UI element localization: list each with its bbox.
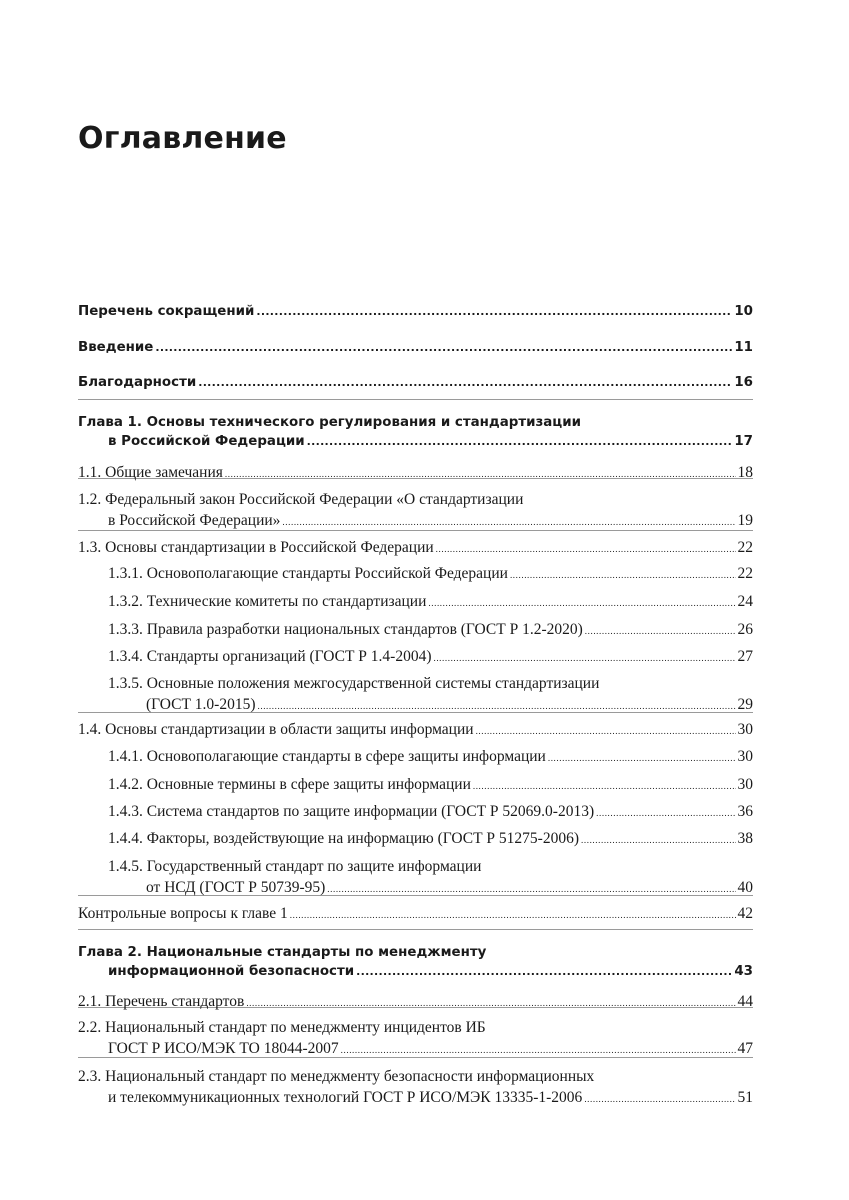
toc-entry-title: и телекоммуникационных технологий ГОСТ Р ИСО/МЭК 13335-1-2006 — [108, 1089, 583, 1106]
toc-subsection-entry[interactable] — [108, 801, 753, 824]
toc-page-number: 42 — [737, 905, 753, 922]
dot-leader — [581, 830, 735, 851]
toc-entry-title: 1.4.4. Факторы, воздействующие на информацию (ГОСТ Р 51275-2006) — [108, 830, 580, 847]
toc-page-number: 19 — [737, 512, 753, 529]
dot-leader — [155, 338, 732, 357]
toc-entry-title: Контрольные вопросы к главе 1 — [78, 905, 288, 922]
toc-page-number: 30 — [737, 721, 753, 738]
dot-leader — [584, 1089, 735, 1110]
toc-entry-title: 1.2. Федеральный закон Российской Федерации «О стандартизации — [78, 491, 524, 508]
dot-leader — [258, 696, 736, 717]
toc-page-number: 29 — [737, 696, 753, 713]
toc-section-entry[interactable] — [78, 719, 753, 742]
dot-leader — [436, 539, 736, 560]
toc-entry-title: 1.3.5. Основные положения межгосударственной системы стандартизации — [108, 675, 600, 692]
toc-entry-title: 1.4.3. Система стандартов по защите информации (ГОСТ Р 52069.0-2013) — [108, 803, 595, 820]
toc-chapter-entry[interactable] — [78, 338, 753, 357]
toc-section-entry[interactable] — [78, 537, 753, 560]
toc-page-number: 26 — [737, 621, 753, 638]
toc-divider — [78, 929, 753, 930]
toc-page-number: 17 — [734, 434, 753, 449]
toc-chapter-entry[interactable] — [78, 302, 753, 321]
dot-leader — [585, 621, 736, 642]
toc-page-number: 30 — [737, 776, 753, 793]
dot-leader — [473, 776, 736, 797]
toc-entry-title: в Российской Федерации — [108, 434, 305, 449]
toc-entry-title: 1.3.2. Технические комитеты по стандартизации — [108, 593, 427, 610]
dot-leader — [290, 905, 736, 926]
toc-section-entry[interactable] — [78, 462, 753, 485]
page-title: Оглавление — [78, 121, 287, 156]
toc-page-number: 11 — [734, 340, 753, 355]
toc-page-number: 24 — [737, 593, 753, 610]
dot-leader — [548, 748, 736, 769]
toc-section-entry[interactable] — [78, 1017, 753, 1061]
toc-page-number: 10 — [734, 304, 753, 319]
toc-page-number: 44 — [737, 993, 753, 1010]
toc-subsection-entry[interactable] — [108, 774, 753, 797]
dot-leader — [596, 803, 735, 824]
toc-page-number: 16 — [734, 375, 753, 390]
toc-entry-title: 1.4.2. Основные термины в сфере защиты информации — [108, 776, 471, 793]
toc-subsection-entry[interactable] — [108, 563, 753, 586]
toc-page-number: 51 — [737, 1089, 753, 1106]
dot-leader — [327, 879, 735, 900]
dot-leader — [256, 302, 732, 321]
toc-entry-title: 1.3.3. Правила разработки национальных стандартов (ГОСТ Р 1.2-2020) — [108, 621, 583, 638]
toc-chapter-entry[interactable] — [78, 943, 753, 981]
toc-page-number: 30 — [737, 748, 753, 765]
toc-subsection-entry[interactable] — [108, 591, 753, 614]
dot-leader — [356, 962, 732, 981]
toc-entry-title: в Российской Федерации» — [108, 512, 281, 529]
dot-leader — [428, 593, 735, 614]
toc-entry-title: Глава 2. Национальные стандарты по менеджменту — [78, 945, 487, 960]
toc-page-number: 47 — [737, 1040, 753, 1057]
toc-entry-title: Глава 1. Основы технического регулирования и стандартизации — [78, 415, 581, 430]
toc-entry-title: Введение — [78, 340, 154, 355]
toc-subsection-entry[interactable] — [108, 673, 753, 717]
toc-entry-title: 1.3.1. Основополагающие стандарты Российской Федерации — [108, 565, 508, 582]
toc-page-number: 38 — [737, 830, 753, 847]
toc-subsection-entry[interactable] — [108, 746, 753, 769]
toc-section-entry[interactable] — [78, 903, 753, 926]
dot-leader — [433, 648, 735, 669]
toc-section-entry[interactable] — [78, 1066, 753, 1110]
toc-chapter-entry[interactable] — [78, 373, 753, 392]
toc-page-number: 18 — [737, 464, 753, 481]
toc-entry-title: 1.4. Основы стандартизации в области защиты информации — [78, 721, 474, 738]
toc-entry-title: 1.4.5. Государственный стандарт по защите информации — [108, 858, 482, 875]
toc-section-entry[interactable] — [78, 489, 753, 533]
dot-leader — [282, 512, 735, 533]
toc-page-number: 27 — [737, 648, 753, 665]
toc-entry-title: (ГОСТ 1.0-2015) — [146, 696, 256, 713]
dot-leader — [307, 432, 733, 451]
toc-subsection-entry[interactable] — [108, 619, 753, 642]
toc-divider — [78, 399, 753, 400]
toc-entry-title: ГОСТ Р ИСО/МЭК ТО 18044-2007 — [108, 1040, 339, 1057]
toc-entry-title: Благодарности — [78, 375, 197, 390]
toc-page-number: 22 — [737, 565, 753, 582]
toc-subsection-entry[interactable] — [108, 646, 753, 669]
toc-entry-title: информационной безопасности — [108, 964, 355, 979]
toc-entry-title: Перечень сокращений — [78, 304, 255, 319]
toc-entry-title: 1.3.4. Стандарты организаций (ГОСТ Р 1.4-2004) — [108, 648, 432, 665]
toc-entry-title: от НСД (ГОСТ Р 50739-95) — [146, 879, 326, 896]
toc-page-number: 43 — [734, 964, 753, 979]
dot-leader — [225, 464, 736, 485]
dot-leader — [476, 721, 736, 742]
toc-page-number: 36 — [737, 803, 753, 820]
toc-page-number: 22 — [737, 539, 753, 556]
toc-entry-title: 2.2. Национальный стандарт по менеджменту инцидентов ИБ — [78, 1019, 486, 1036]
toc-section-entry[interactable] — [78, 991, 753, 1014]
toc-entry-title: 2.1. Перечень стандартов — [78, 993, 245, 1010]
dot-leader — [510, 565, 736, 586]
toc-entry-title: 1.3. Основы стандартизации в Российской Федерации — [78, 539, 434, 556]
toc-subsection-entry[interactable] — [108, 828, 753, 851]
dot-leader — [198, 373, 732, 392]
toc-entry-title: 1.4.1. Основополагающие стандарты в сфере защиты информации — [108, 748, 546, 765]
toc-chapter-entry[interactable] — [78, 413, 753, 451]
toc-entry-title: 1.1. Общие замечания — [78, 464, 223, 481]
dot-leader — [341, 1040, 736, 1061]
toc-subsection-entry[interactable] — [108, 856, 753, 900]
dot-leader — [246, 993, 735, 1014]
toc-page-number: 40 — [737, 879, 753, 896]
toc-entry-title: 2.3. Национальный стандарт по менеджменту безопасности информационных — [78, 1068, 595, 1085]
